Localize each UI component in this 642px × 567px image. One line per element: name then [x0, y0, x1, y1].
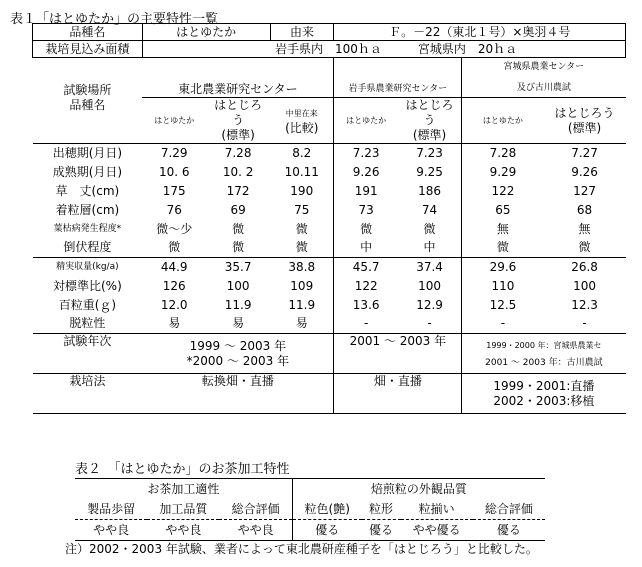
row-label: 着粒層(cm) [55, 202, 120, 217]
main-characteristics-table [32, 23, 626, 414]
phenology-rows [33, 144, 626, 258]
row-value: 中 [360, 240, 373, 255]
years-miyagi-line1: 1999・2000 年：宮城県農業セ [486, 341, 602, 350]
var-col-7 [544, 98, 626, 144]
var-col-5-name: はとじろう [405, 98, 454, 127]
t2-value: やや良 [75, 520, 147, 541]
row-value: 7.28 [224, 145, 252, 160]
row-label: 草 丈(cm) [55, 183, 120, 198]
t2-value: やや良 [219, 520, 292, 541]
row-value: 無 [496, 221, 509, 236]
row-label: 出穂期(月日) [52, 145, 123, 160]
row-value: 100 [226, 278, 250, 293]
row-value: 10. 2 [222, 164, 254, 179]
row-value: 44.9 [142, 258, 206, 277]
data-row [33, 220, 626, 239]
data-row [33, 182, 626, 201]
row-value: 191 [354, 183, 378, 198]
row-value: 7.28 [489, 145, 517, 160]
origin-label: 由来 [270, 24, 334, 41]
row-value: 9.29 [489, 164, 517, 179]
var-col-3 [270, 98, 334, 144]
t2-group-row [75, 479, 545, 500]
row-value: 127 [573, 183, 596, 198]
var-col-1-name: はとゆたか [154, 116, 195, 125]
t2-group-1: お茶加工適性 [75, 479, 292, 500]
data-row [33, 315, 626, 334]
row-value: 11.9 [224, 297, 252, 312]
method-miyagi-line1: 1999・2001:直播 [493, 378, 595, 393]
row-label: 脱粒性 [69, 316, 106, 331]
years-tohoku-note: *2000 ～ 2003 年 [186, 353, 290, 368]
row-value: 微 [578, 240, 591, 255]
row-value: 7.29 [160, 145, 188, 160]
row-value: 175 [162, 183, 186, 198]
years-tohoku-main: 1999 ～ 2003 年 [189, 338, 287, 353]
t2-group-2: 焙煎粒の外観品質 [292, 479, 545, 500]
row-value: 8.2 [270, 144, 334, 163]
row-value: 100 [573, 278, 596, 293]
row-label: 成熟期(月日) [52, 164, 123, 179]
method-miyagi [462, 374, 626, 414]
var-col-2-name: はとじろう [214, 98, 263, 127]
t2-header: 粒揃い [401, 499, 473, 520]
data-row [33, 144, 626, 163]
var-col-4-name: はとゆたか [346, 116, 387, 125]
row-value: 10.11 [270, 163, 334, 182]
row-value: 69 [230, 202, 246, 217]
var-col-1 [142, 98, 206, 144]
method-miyagi-line2: 2002・2003:移植 [493, 393, 595, 408]
variety-name: はとゆたか [142, 24, 270, 41]
row-value: 126 [162, 278, 186, 293]
years-miyagi-line2: 2001 ～ 2003 年：古川農試 [485, 358, 603, 368]
row-label: 対標準比(%) [52, 278, 122, 293]
site-tohoku: 東北農業研究センター [142, 58, 334, 98]
row-value: 35.7 [206, 258, 270, 277]
t2-header: 製品歩留 [75, 499, 147, 520]
site-miyagi [462, 58, 626, 98]
row-value: 7.23 [352, 145, 380, 160]
t2-value-row [75, 520, 545, 541]
t2-header: 総合評価 [473, 499, 545, 520]
row-value: 易 [270, 315, 334, 334]
years-iwate: 2001 ～ 2003 年 [334, 334, 462, 374]
years-tohoku [142, 334, 334, 374]
row-value: 65 [495, 202, 511, 217]
row-value: 7.27 [571, 145, 598, 160]
row-value: - [398, 315, 462, 334]
row-value: 172 [226, 183, 250, 198]
tea-processing-table [75, 478, 545, 541]
data-row [33, 277, 626, 296]
row-value: 12.5 [489, 297, 517, 312]
variety-header-row [33, 98, 626, 144]
row-value: 74 [398, 201, 462, 220]
row-value: 微 [168, 240, 181, 255]
row-value: 微 [232, 221, 245, 236]
row-value: 9.26 [352, 164, 380, 179]
row-value: 186 [398, 182, 462, 201]
row-label: 百粒重(ｇ) [58, 297, 117, 312]
t2-header: 粒色(艶) [292, 499, 361, 520]
t2-value: やや優る [401, 520, 473, 541]
data-row [33, 201, 626, 220]
method-row [33, 374, 626, 414]
row-value: 無 [578, 221, 591, 236]
t2-value: 優る [292, 520, 361, 541]
row-value: 微 [496, 240, 509, 255]
row-value: 68 [576, 202, 593, 217]
var-col-4 [334, 98, 398, 144]
years-row [33, 334, 626, 374]
site-iwate: 岩手県農業研究センター [334, 58, 462, 98]
row-value: 110 [491, 278, 515, 293]
t2-header: 粒形 [362, 499, 401, 520]
row-value: 微 [360, 221, 373, 236]
var-col-6-name: はとゆたか [482, 116, 523, 125]
row-value: 26.8 [544, 258, 626, 277]
origin-value: Ｆ。－22（東北１号）×奥羽４号 [334, 24, 626, 41]
yield-rows [33, 258, 626, 334]
area-miyagi: 宮城県内 20ｈａ [398, 41, 626, 58]
row-value: 11.9 [270, 296, 334, 315]
row-value: 中 [398, 239, 462, 258]
row-value: 9.26 [571, 164, 598, 179]
t2-header: 総合評価 [219, 499, 292, 520]
var-col-5-sub: (標準) [412, 128, 447, 142]
row-value: 微～少 [156, 221, 193, 236]
row-value: - [500, 316, 506, 331]
row-value: 29.6 [462, 258, 544, 277]
row-value: 易 [232, 316, 245, 331]
row-value: 12.3 [571, 297, 598, 312]
row-value: 75 [270, 201, 334, 220]
site-miyagi-line2: 及び古川農試 [516, 82, 571, 93]
row-value: 13.6 [352, 297, 380, 312]
method-tohoku: 転換畑・直播 [142, 374, 334, 414]
t2-value: 優る [473, 520, 545, 541]
row-value: 12.9 [398, 296, 462, 315]
site-row [33, 58, 626, 98]
row-value: 微 [270, 239, 334, 258]
t2-value: やや良 [147, 520, 219, 541]
data-row [33, 239, 626, 258]
row-value: 微 [232, 240, 245, 255]
row-value: 易 [168, 316, 181, 331]
row-label: 倒伏程度 [63, 240, 112, 255]
site-label: 試験場所 [63, 82, 112, 97]
site-miyagi-line1: 宮城県農業センター [503, 61, 585, 72]
row-value: 76 [166, 202, 182, 217]
row-value: 122 [491, 183, 515, 198]
variety-header-label: 品種名 [33, 98, 143, 144]
var-col-3-name: 中里在来 [285, 108, 318, 118]
var-col-2 [206, 98, 270, 144]
t2-header-row [75, 499, 545, 520]
years-label: 試験年次 [33, 334, 143, 374]
row-label: 精実収量(kg/a) [33, 258, 143, 277]
years-miyagi [462, 334, 626, 374]
variety-label: 品種名 [33, 24, 143, 41]
row-value: 9.25 [398, 163, 462, 182]
method-iwate: 畑・直播 [334, 374, 462, 414]
row-value: 微 [270, 220, 334, 239]
row-value: - [582, 316, 587, 331]
method-label: 栽培法 [33, 374, 143, 414]
data-row [33, 163, 626, 182]
var-col-2-sub: (標準) [221, 128, 255, 142]
row-value: 45.7 [334, 258, 398, 277]
row-value: 122 [354, 278, 378, 293]
row-label: 葉枯病発生程度* [53, 223, 122, 234]
row-value: 7.23 [398, 144, 462, 163]
row-value: - [363, 316, 369, 331]
t2-value: 優る [362, 520, 401, 541]
variety-row [33, 24, 626, 41]
var-col-7-name: はとじろう [554, 105, 615, 120]
data-row [33, 296, 626, 315]
t2-header: 加工品質 [147, 499, 219, 520]
row-value: 100 [398, 277, 462, 296]
row-value: 10. 6 [158, 164, 190, 179]
var-col-6 [462, 98, 544, 144]
row-value: 12.0 [160, 297, 188, 312]
row-value: 37.4 [398, 258, 462, 277]
row-value: 109 [270, 277, 334, 296]
table2-title: 表２ 「はとゆたか」のお茶加工特性 [75, 462, 290, 477]
data-row [33, 258, 626, 277]
area-label: 栽培見込み面積 [33, 41, 143, 58]
footnote: 注）2002・2003 年試験、業者によって東北農研産種子を「はとじろう」と比較した。 [65, 542, 538, 556]
area-iwate: 岩手県内 100ｈａ [142, 41, 398, 58]
row-value: 73 [358, 202, 374, 217]
table1-title: 表１「はとゆたか」の主要特性一覧 [10, 12, 219, 27]
row-value: 190 [270, 182, 334, 201]
var-col-3-sub: (比較) [285, 120, 319, 135]
row-value: 38.8 [270, 258, 334, 277]
row-value: 微 [398, 220, 462, 239]
var-col-7-sub: (標準) [567, 120, 602, 135]
var-col-5 [398, 98, 462, 144]
area-row [33, 41, 626, 58]
